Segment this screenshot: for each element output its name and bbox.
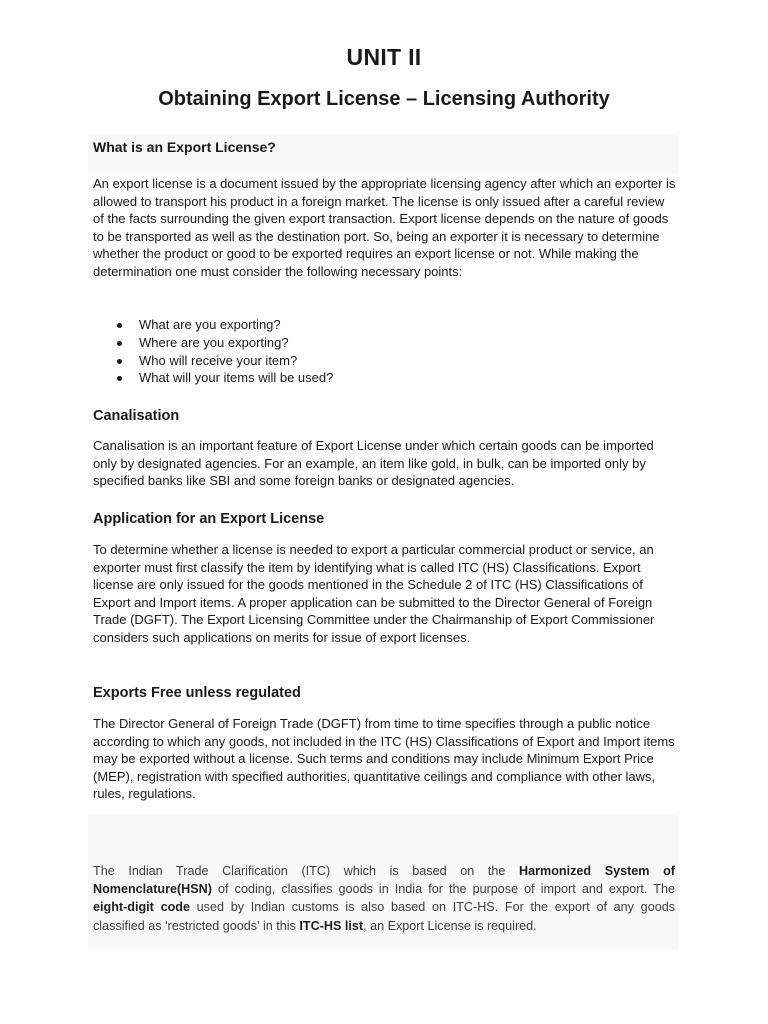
- bullet-icon: [117, 376, 122, 381]
- itc-paragraph: The Indian Trade Clarification (ITC) which is based on the Harmonized System of Nomenclature(HSN) of coding, classifies goods in India for the purpose of import and export. The eight-digit code used by Indian customs is also based on ITC-HS. For the export of any goods classified as 'restricted goods' in this ITC-HS list, an Export License is required.: [93, 864, 676, 933]
- what-is-paragraph: An export license is a document issued by the appropriate licensing agency after which an exporter is allowed to transport his product in a foreign market. The license is only issued after a careful review of the facts surrounding the given export transaction. Export license depends on the nature of goods to be transported as well as the destination port. So, being an exporter it is necessary to determine whether the product or good to be exported requires an export license or not. While making the determination one must consider the following necessary points:: [93, 176, 676, 279]
- itc-hs-list-term: ITC-HS list: [299, 918, 364, 933]
- list-item: Where are you exporting?: [93, 334, 678, 352]
- application-heading: Application for an Export License: [93, 511, 325, 527]
- what-is-heading: What is an Export License?: [93, 139, 276, 155]
- bullet-icon: [117, 359, 122, 364]
- page-title: Obtaining Export License – Licensing Authority: [158, 88, 610, 110]
- canalisation-heading: Canalisation: [93, 408, 180, 424]
- hsn-term: Harmonized System of Nomenclature(HSN): [93, 864, 676, 897]
- exports-free-paragraph: The Director General of Foreign Trade (DGFT) from time to time specifies through a public notice according to which any goods, not included in the ITC (HS) Classifications of Export and Import items may be exported without a license. Such terms and conditions may include Minimum Export Price (MEP), registration with specified authorities, quantitative ceilings and compliance with other laws, rules, regulations.: [93, 716, 675, 802]
- list-item: Who will receive your item?: [93, 352, 678, 370]
- bullet-icon: [117, 323, 122, 328]
- application-paragraph: To determine whether a license is needed to export a particular commercial product or service, an exporter must first classify the item by identifying what is called ITC (HS) Classifications. Export license are only issued for the goods mentioned in the Schedule 2 of ITC (HS) Classifications of Export and Import items. A proper application can be submitted to the Director General of Foreign Trade (DGFT). The Export Licensing Committee under the Chairmanship of Export Commissioner considers such applications on merits for issue of export licenses.: [93, 542, 655, 645]
- list-item: What will your items will be used?: [93, 369, 678, 387]
- unit-title: UNIT II: [346, 44, 422, 70]
- exports-free-heading: Exports Free unless regulated: [93, 685, 301, 701]
- canalisation-paragraph: Canalisation is an important feature of Export License under which certain goods can be imported only by designated agencies. For an example, an item like gold, in bulk, can be imported only by specified banks like SBI and some foreign banks or designated agencies.: [93, 438, 654, 489]
- list-item: What are you exporting?: [93, 316, 678, 334]
- considerations-list: [93, 316, 678, 387]
- eight-digit-term: eight-digit code: [93, 900, 190, 915]
- bullet-icon: [117, 341, 122, 346]
